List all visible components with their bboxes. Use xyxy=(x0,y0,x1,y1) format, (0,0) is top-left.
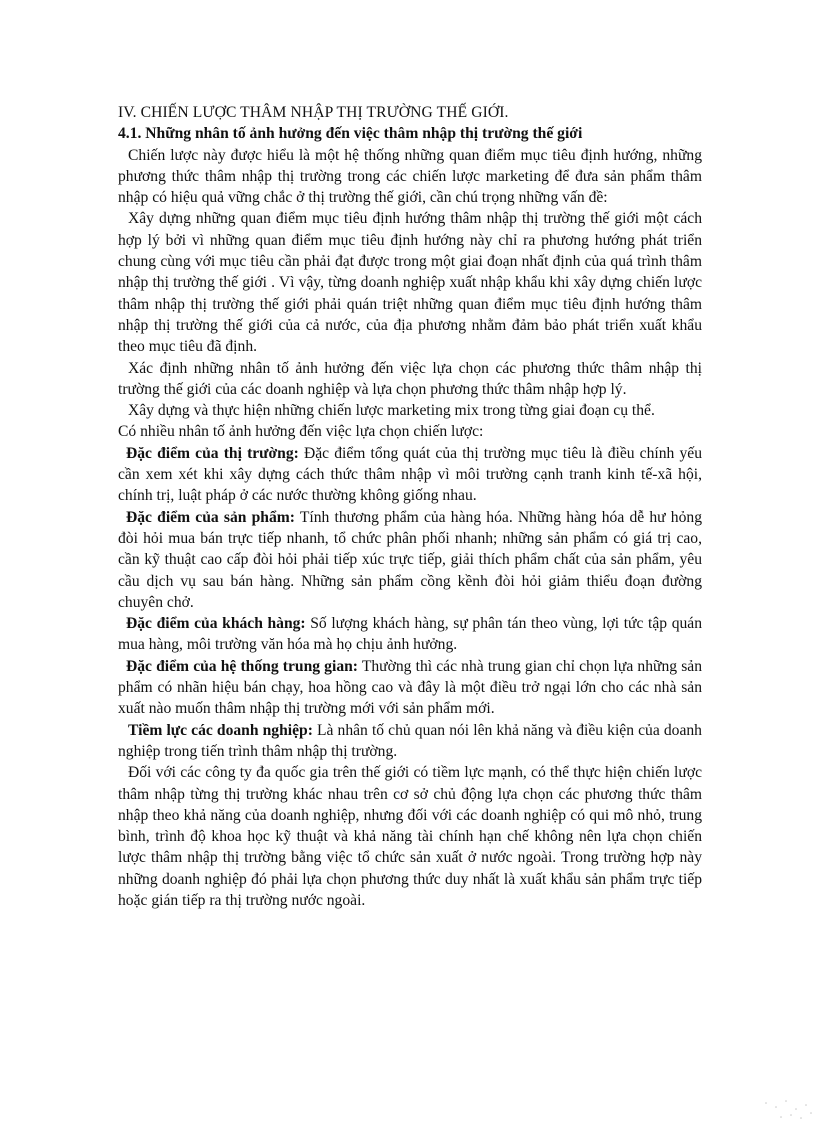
section-heading: IV. CHIẾN LƯỢC THÂM NHẬP THỊ TRƯỜNG THẾ GIỚI. xyxy=(118,104,509,121)
factor-intermediary xyxy=(118,656,702,720)
factor-product-text: Tính thương phẩm của hàng hóa. Những hàng hóa dễ hư hỏng đòi hỏi mua bán trực tiếp nhanh, tổ chức phân phối nhanh; những sản phẩm có giá trị cao, cần kỹ thuật cao cấp đòi hỏi phải tiếp xúc trực tiếp, giải thích phẩm chất của sản phẩm, yêu cầu dịch vụ sau bán hàng. Những sản phẩm cồng kềnh đòi hỏi giảm thiểu đoạn đường chuyên chở. xyxy=(118,508,702,611)
factor-customer xyxy=(118,613,702,656)
paragraph-intro: Chiến lược này được hiểu là một hệ thống những quan điểm mục tiêu định hướng, những phương thức thâm nhập thị trường trong các chiến lược marketing để đưa sản phẩm thâm nhập có hiệu quả vững chắc ở thị trường thế giới, cần chú trọng những vấn đề: xyxy=(118,146,702,207)
factor-product-label: Đặc điểm của sản phẩm: xyxy=(126,508,295,526)
factor-market-label: Đặc điểm của thị trường: xyxy=(126,444,299,462)
factor-market-text: Đặc điểm tổng quát của thị trường mục tiêu là điều chính yếu cần xem xét khi xây dựng cách thức thâm nhập vì môi trường cạnh tranh kinh tế-xã hội, chính trị, luật pháp ở các nước thường không giống nhau. xyxy=(118,444,702,505)
factor-customer-label: Đặc điểm của khách hàng: xyxy=(126,615,306,633)
factor-market xyxy=(118,443,702,507)
factor-capability-label: Tiềm lực các doanh nghiệp: xyxy=(128,721,313,739)
paragraph-objectives: Xây dựng những quan điểm mục tiêu định hướng thâm nhập thị trường thế giới một cách hợp lý bởi vì những quan điểm mục tiêu định hướng này chỉ ra phương hướng phát triển chung cùng với mục tiêu cần phải đạt được trong một giai đoạn nhất định của quá trình thâm nhập thị trường thế giới . Vì vậy, từng doanh nghiệp xuất nhập khẩu khi xây dựng chiến lược thâm nhập thị trường thế giới phải quán triệt những quan điểm mục tiêu định hướng thâm nhập thị trường thế giới của cả nước, của địa phương nhằm đảm bảo phát triển xuất khẩu theo mục tiêu đã định. xyxy=(118,210,702,356)
factor-customer-text: Số lượng khách hàng, sự phân tán theo vùng, lợi tức tập quán mua hàng, môi trường văn hóa mà họ chịu ảnh hưởng. xyxy=(118,615,703,654)
factor-intermediary-label: Đặc điểm của hệ thống trung gian: xyxy=(126,657,358,675)
factor-capability-text: Là nhân tố chủ quan nói lên khả năng và điều kiện của doanh nghiệp trong tiến trình thâm nhập thị trường. xyxy=(118,721,702,760)
document-page xyxy=(118,102,702,911)
subsection-heading: 4.1. Những nhân tố ảnh hưởng đến việc thâm nhập thị trường thế giới xyxy=(118,125,583,143)
paragraph-many-factors: Có nhiều nhân tố ảnh hưởng đến việc lựa chọn chiến lược: xyxy=(118,423,484,441)
paragraph-marketing-mix: Xây dựng và thực hiện những chiến lược marketing mix trong từng giai đoạn cụ thể. xyxy=(128,402,655,420)
factor-capability xyxy=(118,720,702,763)
factor-intermediary-text: Thường thì các nhà trung gian chỉ chọn lựa những sản phẩm có nhãn hiệu bán chạy, hoa hồng cao và đây là một điều trở ngại lớn cho các nhà sản xuất nào muốn thâm nhập thị trường mới với sản phẩm mới. xyxy=(118,657,702,718)
corner-dots-decoration xyxy=(616,1063,816,1123)
factor-product xyxy=(118,507,702,613)
paragraph-multinational: Đối với các công ty đa quốc gia trên thế giới có tiềm lực mạnh, có thể thực hiện chiến lược thâm nhập từng thị trường khác nhau trên cơ sở chủ động lựa chọn các phương thức thâm nhập theo khả năng của doanh nghiệp, nhưng đối với các doanh nghiệp có qui mô nhỏ, trung bình, trình độ khoa học kỹ thuật và khả năng tài chính hạn chế không nên lựa chọn chiến lược thâm nhập thị trường bằng việc tổ chức sản xuất ở nước ngoài. Trong trường hợp này những doanh nghiệp đó phải lựa chọn phương thức duy nhất là xuất khẩu sản phẩm trực tiếp hoặc gián tiếp ra thị trường nước ngoài. xyxy=(118,764,702,909)
paragraph-factors-selection: Xác định những nhân tố ảnh hưởng đến việc lựa chọn các phương thức thâm nhập thị trường thế giới của các doanh nghiệp và lựa chọn phương thức thâm nhập hợp lý. xyxy=(118,359,702,398)
